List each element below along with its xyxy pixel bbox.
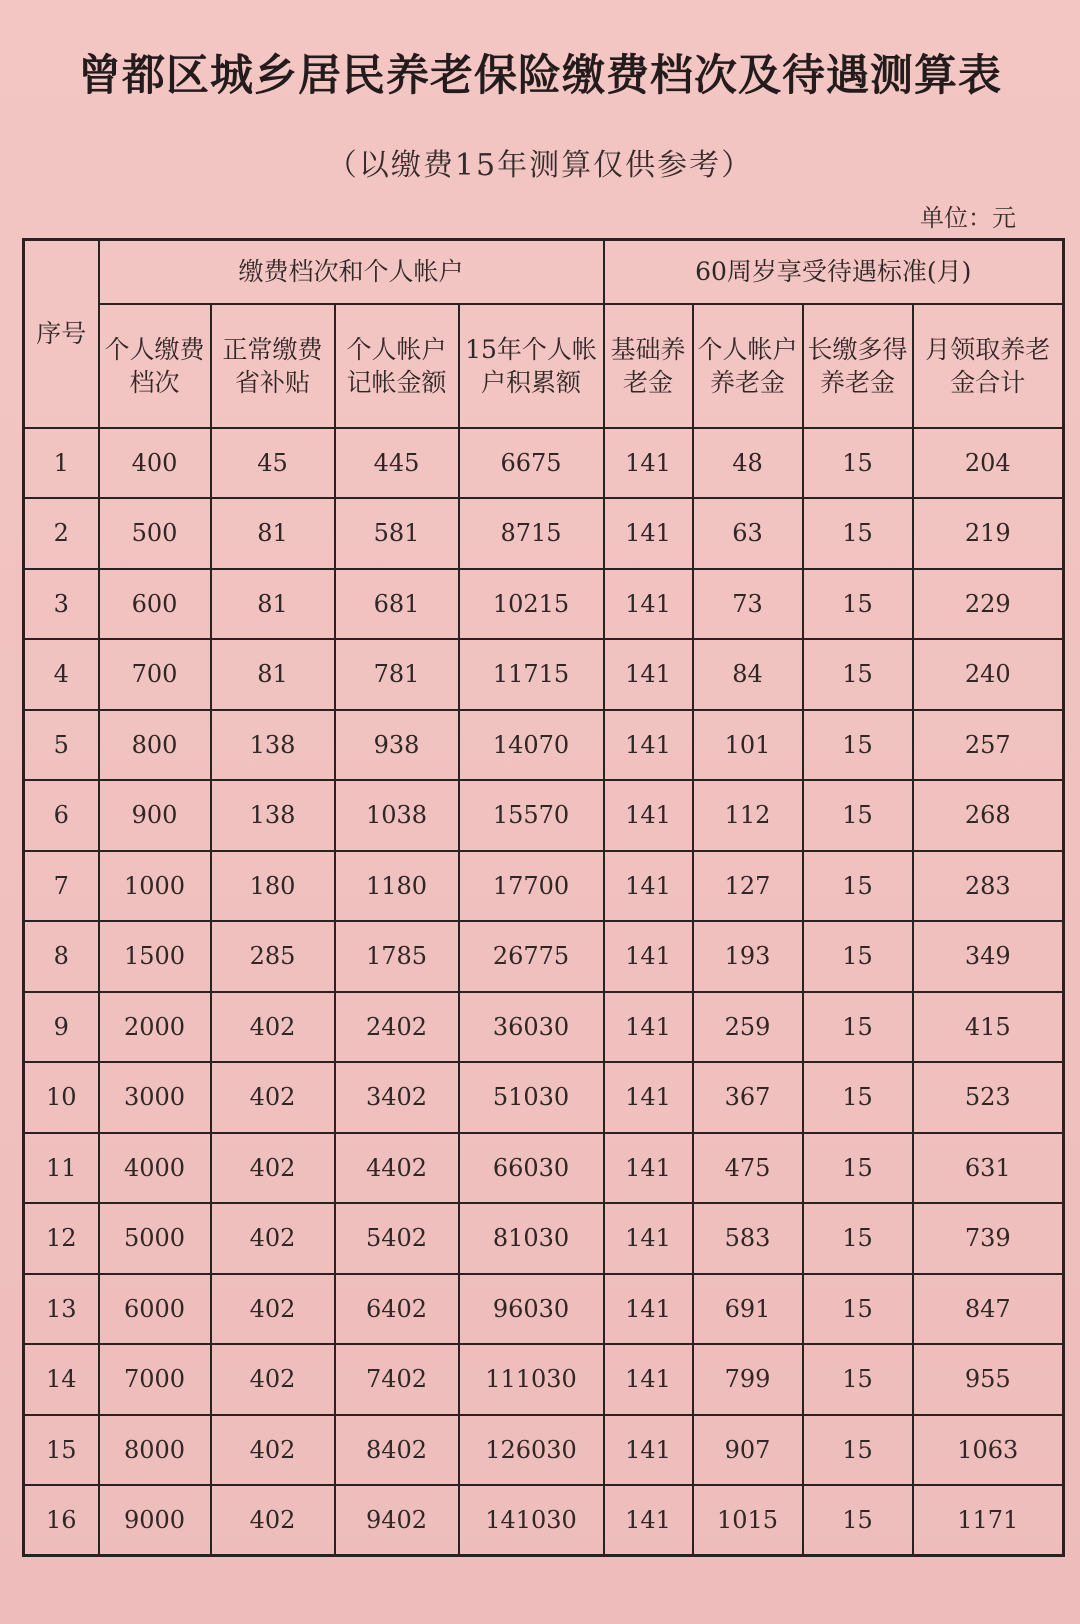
header-basic-pension: 基础养老金 [604, 304, 693, 428]
cell-account-credit: 681 [335, 569, 459, 640]
cell-monthly-total: 631 [913, 1133, 1064, 1204]
cell-provincial-subsidy: 81 [211, 639, 335, 710]
cell-account-pension: 367 [693, 1062, 803, 1133]
table-row [24, 498, 1064, 569]
cell-row-index: 7 [24, 851, 99, 922]
cell-accumulation-15yr: 15570 [459, 780, 604, 851]
cell-account-pension: 48 [693, 428, 803, 499]
header-long-contribution-pension: 长缴多得养老金 [803, 304, 913, 428]
cell-long-contribution-pension: 15 [803, 569, 913, 640]
cell-provincial-subsidy: 45 [211, 428, 335, 499]
cell-contribution-level: 500 [99, 498, 211, 569]
cell-contribution-level: 6000 [99, 1274, 211, 1345]
cell-account-pension: 259 [693, 992, 803, 1063]
cell-accumulation-15yr: 111030 [459, 1344, 604, 1415]
cell-long-contribution-pension: 15 [803, 1485, 913, 1556]
cell-long-contribution-pension: 15 [803, 851, 913, 922]
cell-provincial-subsidy: 402 [211, 1485, 335, 1556]
header-index: 序号 [24, 240, 99, 428]
cell-long-contribution-pension: 15 [803, 780, 913, 851]
cell-account-credit: 938 [335, 710, 459, 781]
cell-account-pension: 112 [693, 780, 803, 851]
cell-monthly-total: 283 [913, 851, 1064, 922]
header-15yr-accumulation: 15年个人帐户积累额 [459, 304, 604, 428]
table-row [24, 428, 1064, 499]
document-subtitle: （以缴费15年测算仅供参考） [326, 148, 754, 183]
cell-basic-pension: 141 [604, 1133, 693, 1204]
table-row [24, 1133, 1064, 1204]
cell-row-index: 9 [24, 992, 99, 1063]
cell-basic-pension: 141 [604, 992, 693, 1063]
cell-row-index: 6 [24, 780, 99, 851]
table-row [24, 921, 1064, 992]
table-row [24, 1274, 1064, 1345]
cell-row-index: 4 [24, 639, 99, 710]
cell-account-pension: 84 [693, 639, 803, 710]
cell-accumulation-15yr: 96030 [459, 1274, 604, 1345]
cell-accumulation-15yr: 126030 [459, 1415, 604, 1486]
table-header-group-row [24, 240, 1064, 304]
cell-monthly-total: 257 [913, 710, 1064, 781]
cell-accumulation-15yr: 66030 [459, 1133, 604, 1204]
cell-account-credit: 1038 [335, 780, 459, 851]
cell-contribution-level: 1000 [99, 851, 211, 922]
cell-account-pension: 63 [693, 498, 803, 569]
cell-contribution-level: 3000 [99, 1062, 211, 1133]
cell-contribution-level: 400 [99, 428, 211, 499]
cell-row-index: 13 [24, 1274, 99, 1345]
cell-provincial-subsidy: 402 [211, 1203, 335, 1274]
cell-monthly-total: 523 [913, 1062, 1064, 1133]
header-account-pension: 个人帐户养老金 [693, 304, 803, 428]
cell-long-contribution-pension: 15 [803, 1274, 913, 1345]
cell-provincial-subsidy: 402 [211, 992, 335, 1063]
cell-long-contribution-pension: 15 [803, 428, 913, 499]
cell-basic-pension: 141 [604, 1344, 693, 1415]
cell-row-index: 14 [24, 1344, 99, 1415]
cell-account-credit: 581 [335, 498, 459, 569]
cell-basic-pension: 141 [604, 1062, 693, 1133]
cell-monthly-total: 1171 [913, 1485, 1064, 1556]
cell-accumulation-15yr: 81030 [459, 1203, 604, 1274]
cell-basic-pension: 141 [604, 1274, 693, 1345]
cell-accumulation-15yr: 14070 [459, 710, 604, 781]
cell-row-index: 1 [24, 428, 99, 499]
cell-row-index: 15 [24, 1415, 99, 1486]
cell-provincial-subsidy: 180 [211, 851, 335, 922]
cell-account-pension: 73 [693, 569, 803, 640]
cell-long-contribution-pension: 15 [803, 710, 913, 781]
cell-basic-pension: 141 [604, 851, 693, 922]
cell-basic-pension: 141 [604, 1203, 693, 1274]
cell-contribution-level: 9000 [99, 1485, 211, 1556]
header-account-credit: 个人帐户记帐金额 [335, 304, 459, 428]
cell-account-credit: 2402 [335, 992, 459, 1063]
cell-account-pension: 127 [693, 851, 803, 922]
cell-account-pension: 691 [693, 1274, 803, 1345]
header-group-benefits: 60周岁享受待遇标准(月) [604, 240, 1064, 304]
cell-basic-pension: 141 [604, 1415, 693, 1486]
cell-long-contribution-pension: 15 [803, 639, 913, 710]
cell-basic-pension: 141 [604, 1485, 693, 1556]
cell-monthly-total: 739 [913, 1203, 1064, 1274]
cell-account-credit: 1180 [335, 851, 459, 922]
cell-contribution-level: 4000 [99, 1133, 211, 1204]
cell-long-contribution-pension: 15 [803, 1062, 913, 1133]
cell-monthly-total: 219 [913, 498, 1064, 569]
cell-basic-pension: 141 [604, 639, 693, 710]
table-row [24, 1203, 1064, 1274]
cell-provincial-subsidy: 81 [211, 569, 335, 640]
table-row [24, 1344, 1064, 1415]
cell-monthly-total: 847 [913, 1274, 1064, 1345]
table-row [24, 1485, 1064, 1556]
cell-basic-pension: 141 [604, 780, 693, 851]
cell-provincial-subsidy: 81 [211, 498, 335, 569]
cell-account-pension: 907 [693, 1415, 803, 1486]
cell-basic-pension: 141 [604, 921, 693, 992]
document-title: 曾都区城乡居民养老保险缴费档次及待遇测算表 [78, 51, 1002, 101]
cell-contribution-level: 8000 [99, 1415, 211, 1486]
cell-accumulation-15yr: 141030 [459, 1485, 604, 1556]
cell-account-credit: 6402 [335, 1274, 459, 1345]
cell-account-credit: 4402 [335, 1133, 459, 1204]
table-header-row [24, 304, 1064, 428]
cell-long-contribution-pension: 15 [803, 1133, 913, 1204]
table-body [24, 428, 1064, 1556]
cell-provincial-subsidy: 402 [211, 1344, 335, 1415]
cell-account-pension: 193 [693, 921, 803, 992]
table-row [24, 1415, 1064, 1486]
cell-account-credit: 781 [335, 639, 459, 710]
cell-contribution-level: 2000 [99, 992, 211, 1063]
cell-account-pension: 583 [693, 1203, 803, 1274]
cell-monthly-total: 415 [913, 992, 1064, 1063]
cell-provincial-subsidy: 402 [211, 1062, 335, 1133]
cell-long-contribution-pension: 15 [803, 992, 913, 1063]
table-row [24, 780, 1064, 851]
cell-contribution-level: 700 [99, 639, 211, 710]
cell-row-index: 8 [24, 921, 99, 992]
header-group-contribution: 缴费档次和个人帐户 [99, 240, 604, 304]
cell-accumulation-15yr: 8715 [459, 498, 604, 569]
table-row [24, 992, 1064, 1063]
cell-monthly-total: 268 [913, 780, 1064, 851]
cell-basic-pension: 141 [604, 498, 693, 569]
cell-row-index: 2 [24, 498, 99, 569]
cell-provincial-subsidy: 402 [211, 1415, 335, 1486]
unit-label: 单位：元 [920, 204, 1016, 232]
header-contribution-level: 个人缴费档次 [99, 304, 211, 428]
cell-accumulation-15yr: 11715 [459, 639, 604, 710]
cell-contribution-level: 5000 [99, 1203, 211, 1274]
cell-monthly-total: 204 [913, 428, 1064, 499]
cell-basic-pension: 141 [604, 428, 693, 499]
cell-accumulation-15yr: 6675 [459, 428, 604, 499]
cell-accumulation-15yr: 10215 [459, 569, 604, 640]
cell-account-credit: 8402 [335, 1415, 459, 1486]
cell-monthly-total: 229 [913, 569, 1064, 640]
cell-provincial-subsidy: 138 [211, 710, 335, 781]
cell-long-contribution-pension: 15 [803, 498, 913, 569]
pension-table [22, 238, 1065, 1557]
cell-account-pension: 475 [693, 1133, 803, 1204]
cell-row-index: 11 [24, 1133, 99, 1204]
table-row [24, 851, 1064, 922]
table-row [24, 569, 1064, 640]
table-row [24, 1062, 1064, 1133]
cell-account-pension: 101 [693, 710, 803, 781]
cell-row-index: 16 [24, 1485, 99, 1556]
cell-accumulation-15yr: 36030 [459, 992, 604, 1063]
cell-row-index: 3 [24, 569, 99, 640]
cell-provincial-subsidy: 402 [211, 1274, 335, 1345]
cell-contribution-level: 1500 [99, 921, 211, 992]
cell-row-index: 10 [24, 1062, 99, 1133]
cell-account-pension: 1015 [693, 1485, 803, 1556]
cell-long-contribution-pension: 15 [803, 1203, 913, 1274]
cell-account-credit: 5402 [335, 1203, 459, 1274]
table-row [24, 710, 1064, 781]
cell-basic-pension: 141 [604, 569, 693, 640]
cell-contribution-level: 600 [99, 569, 211, 640]
cell-monthly-total: 1063 [913, 1415, 1064, 1486]
cell-account-pension: 799 [693, 1344, 803, 1415]
cell-account-credit: 1785 [335, 921, 459, 992]
cell-provincial-subsidy: 285 [211, 921, 335, 992]
cell-monthly-total: 349 [913, 921, 1064, 992]
cell-contribution-level: 800 [99, 710, 211, 781]
cell-long-contribution-pension: 15 [803, 1415, 913, 1486]
cell-accumulation-15yr: 51030 [459, 1062, 604, 1133]
cell-contribution-level: 7000 [99, 1344, 211, 1415]
cell-account-credit: 3402 [335, 1062, 459, 1133]
cell-account-credit: 445 [335, 428, 459, 499]
cell-accumulation-15yr: 26775 [459, 921, 604, 992]
header-monthly-total: 月领取养老金合计 [913, 304, 1064, 428]
cell-monthly-total: 240 [913, 639, 1064, 710]
cell-contribution-level: 900 [99, 780, 211, 851]
cell-long-contribution-pension: 15 [803, 921, 913, 992]
table-row [24, 639, 1064, 710]
cell-row-index: 5 [24, 710, 99, 781]
cell-provincial-subsidy: 138 [211, 780, 335, 851]
cell-monthly-total: 955 [913, 1344, 1064, 1415]
cell-long-contribution-pension: 15 [803, 1344, 913, 1415]
header-provincial-subsidy: 正常缴费省补贴 [211, 304, 335, 428]
cell-provincial-subsidy: 402 [211, 1133, 335, 1204]
cell-account-credit: 7402 [335, 1344, 459, 1415]
cell-basic-pension: 141 [604, 710, 693, 781]
cell-accumulation-15yr: 17700 [459, 851, 604, 922]
cell-account-credit: 9402 [335, 1485, 459, 1556]
cell-row-index: 12 [24, 1203, 99, 1274]
